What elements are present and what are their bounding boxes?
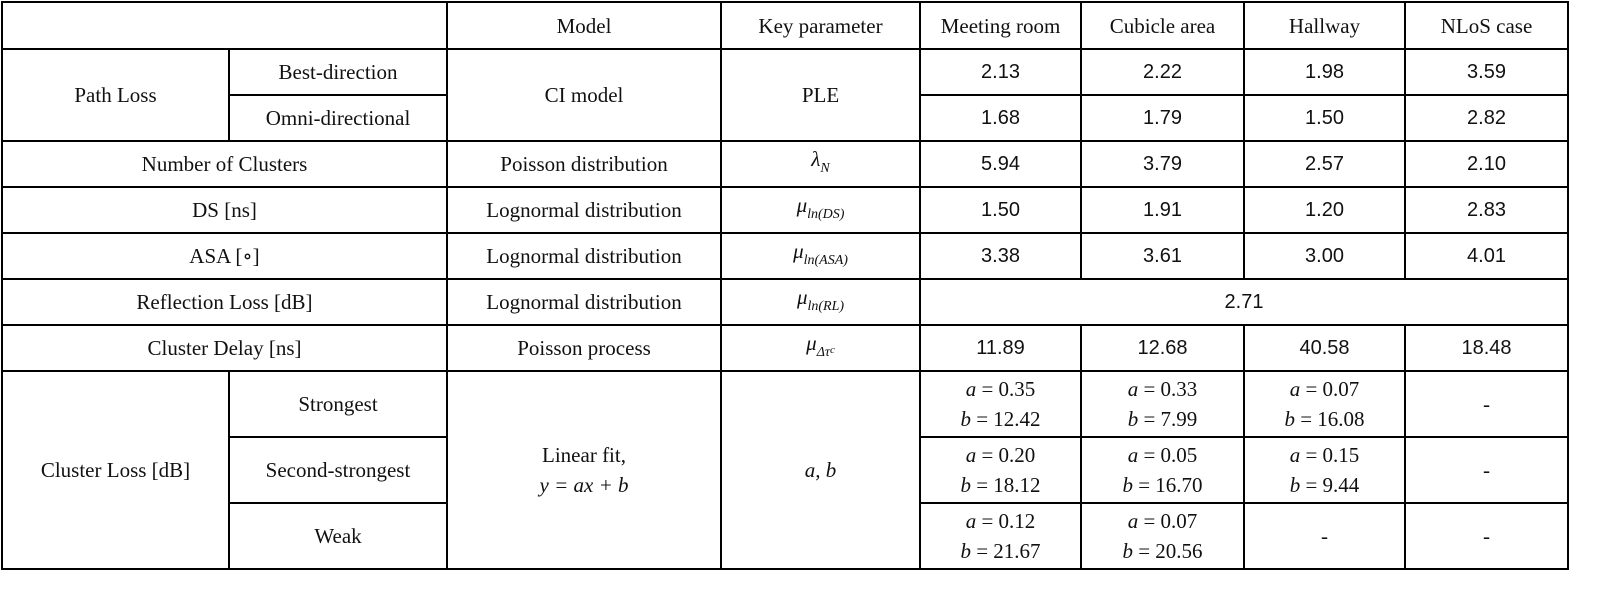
delay-label: Cluster Delay [ns] — [2, 325, 447, 371]
param-subscript: Δτ — [816, 345, 830, 360]
param-symbol: λ — [811, 147, 821, 171]
table-cell: 1.50 — [920, 187, 1081, 233]
asa-row — [2, 233, 1568, 279]
header-cubicle-area: Cubicle area — [1081, 2, 1244, 49]
table-cell: 1.79 — [1081, 95, 1244, 141]
model-line-2: y = ax + b — [539, 473, 629, 497]
a-symbol: a — [1289, 443, 1301, 467]
param-symbol: μ — [793, 239, 804, 263]
cluster-loss-param: a, b — [721, 371, 920, 569]
table-cell: 2.22 — [1081, 49, 1244, 95]
model-line-1: Linear fit, — [542, 443, 626, 467]
a-symbol: a — [965, 509, 977, 533]
table-cell: 1.50 — [1244, 95, 1405, 141]
table-cell: 40.58 — [1244, 325, 1405, 371]
table-cell — [1081, 371, 1244, 437]
table-cell: 2.83 — [1405, 187, 1568, 233]
table-cell: 3.61 — [1081, 233, 1244, 279]
ds-label: DS [ns] — [2, 187, 447, 233]
weak-label: Weak — [229, 503, 447, 569]
reflection-param — [721, 279, 920, 325]
table-cell: 3.38 — [920, 233, 1081, 279]
table-cell: 12.68 — [1081, 325, 1244, 371]
a-value: = 0.12 — [976, 509, 1036, 533]
cluster-loss-model — [447, 371, 721, 569]
reflection-value: 2.71 — [920, 279, 1568, 325]
b-value: = 16.70 — [1132, 473, 1203, 497]
table-cell: - — [1244, 503, 1405, 569]
param-symbol: μ — [796, 193, 808, 217]
header-row — [2, 2, 1568, 49]
reflection-model: Lognormal distribution — [447, 279, 721, 325]
a-symbol: a — [1289, 377, 1301, 401]
a-value: = 0.07 — [1138, 509, 1198, 533]
table-cell — [920, 503, 1081, 569]
table-cell: 2.10 — [1405, 141, 1568, 187]
b-value: = 12.42 — [970, 407, 1041, 431]
b-symbol: b — [1122, 473, 1133, 497]
table-cell: 4.01 — [1405, 233, 1568, 279]
param-subscript: N — [820, 161, 830, 176]
header-key-parameter: Key parameter — [721, 2, 920, 49]
table-cell: 2.82 — [1405, 95, 1568, 141]
path-loss-model: CI model — [447, 49, 721, 141]
table-cell — [1081, 503, 1244, 569]
cluster-loss-strongest-row — [2, 371, 1568, 437]
b-symbol: b — [1127, 407, 1139, 431]
a-symbol: a — [965, 443, 977, 467]
b-value: = 7.99 — [1138, 407, 1198, 431]
strongest-label: Strongest — [229, 371, 447, 437]
a-value: = 0.07 — [1300, 377, 1360, 401]
table-cell — [920, 437, 1081, 503]
b-symbol: b — [1284, 407, 1295, 431]
asa-model: Lognormal distribution — [447, 233, 721, 279]
delay-row — [2, 325, 1568, 371]
b-symbol: b — [1289, 473, 1301, 497]
path-loss-best-row — [2, 49, 1568, 95]
table-cell: 3.00 — [1244, 233, 1405, 279]
ds-row — [2, 187, 1568, 233]
a-value: = 0.20 — [976, 443, 1036, 467]
b-symbol: b — [960, 473, 971, 497]
a-symbol: a — [1127, 443, 1139, 467]
table-cell: 3.79 — [1081, 141, 1244, 187]
b-symbol: b — [960, 407, 971, 431]
reflection-row — [2, 279, 1568, 325]
asa-label: ASA [∘] — [2, 233, 447, 279]
table-cell: 1.68 — [920, 95, 1081, 141]
b-value: = 9.44 — [1300, 473, 1360, 497]
ds-param — [721, 187, 920, 233]
b-value: = 20.56 — [1132, 539, 1203, 563]
param-subscript: ln(RL) — [807, 299, 845, 314]
table-cell: 11.89 — [920, 325, 1081, 371]
param-subscript-2: c — [829, 344, 835, 356]
b-value: = 21.67 — [970, 539, 1041, 563]
second-strongest-label: Second-strongest — [229, 437, 447, 503]
header-empty-cell — [2, 2, 447, 49]
clusters-row — [2, 141, 1568, 187]
table-cell: 3.59 — [1405, 49, 1568, 95]
param-subscript: ln(DS) — [807, 207, 845, 222]
a-symbol: a — [965, 377, 977, 401]
a-symbol: a — [1127, 377, 1139, 401]
param-symbol: μ — [806, 331, 817, 355]
asa-param — [721, 233, 920, 279]
table-cell — [920, 371, 1081, 437]
param-symbol: μ — [796, 285, 808, 309]
table-cell: - — [1405, 371, 1568, 437]
table-cell: 1.20 — [1244, 187, 1405, 233]
table-cell: 5.94 — [920, 141, 1081, 187]
a-value: = 0.35 — [976, 377, 1036, 401]
a-value: = 0.05 — [1138, 443, 1198, 467]
header-model: Model — [447, 2, 721, 49]
header-meeting-room: Meeting room — [920, 2, 1081, 49]
b-value: = 16.08 — [1294, 407, 1365, 431]
table-cell: - — [1405, 503, 1568, 569]
clusters-model: Poisson distribution — [447, 141, 721, 187]
clusters-param — [721, 141, 920, 187]
delay-model: Poisson process — [447, 325, 721, 371]
b-symbol: b — [1122, 539, 1133, 563]
table-cell: 2.57 — [1244, 141, 1405, 187]
table-cell: 18.48 — [1405, 325, 1568, 371]
table-cell — [1244, 437, 1405, 503]
ds-model: Lognormal distribution — [447, 187, 721, 233]
table-cell: 1.91 — [1081, 187, 1244, 233]
table-cell — [1244, 371, 1405, 437]
delay-param — [721, 325, 920, 371]
b-value: = 18.12 — [970, 473, 1041, 497]
omni-directional-label: Omni-directional — [229, 95, 447, 141]
header-nlos-case: NLoS case — [1405, 2, 1568, 49]
b-symbol: b — [960, 539, 971, 563]
clusters-label: Number of Clusters — [2, 141, 447, 187]
a-value: = 0.33 — [1138, 377, 1198, 401]
header-hallway: Hallway — [1244, 2, 1405, 49]
a-value: = 0.15 — [1300, 443, 1360, 467]
path-loss-label: Path Loss — [2, 49, 229, 141]
table-cell: 1.98 — [1244, 49, 1405, 95]
reflection-label: Reflection Loss [dB] — [2, 279, 447, 325]
path-loss-param: PLE — [721, 49, 920, 141]
a-symbol: a — [1127, 509, 1139, 533]
table-cell — [1081, 437, 1244, 503]
table-cell: 2.13 — [920, 49, 1081, 95]
best-direction-label: Best-direction — [229, 49, 447, 95]
param-subscript: ln(ASA) — [803, 253, 848, 268]
cluster-loss-label: Cluster Loss [dB] — [2, 371, 229, 569]
table-cell: - — [1405, 437, 1568, 503]
parameter-table — [1, 1, 1569, 570]
